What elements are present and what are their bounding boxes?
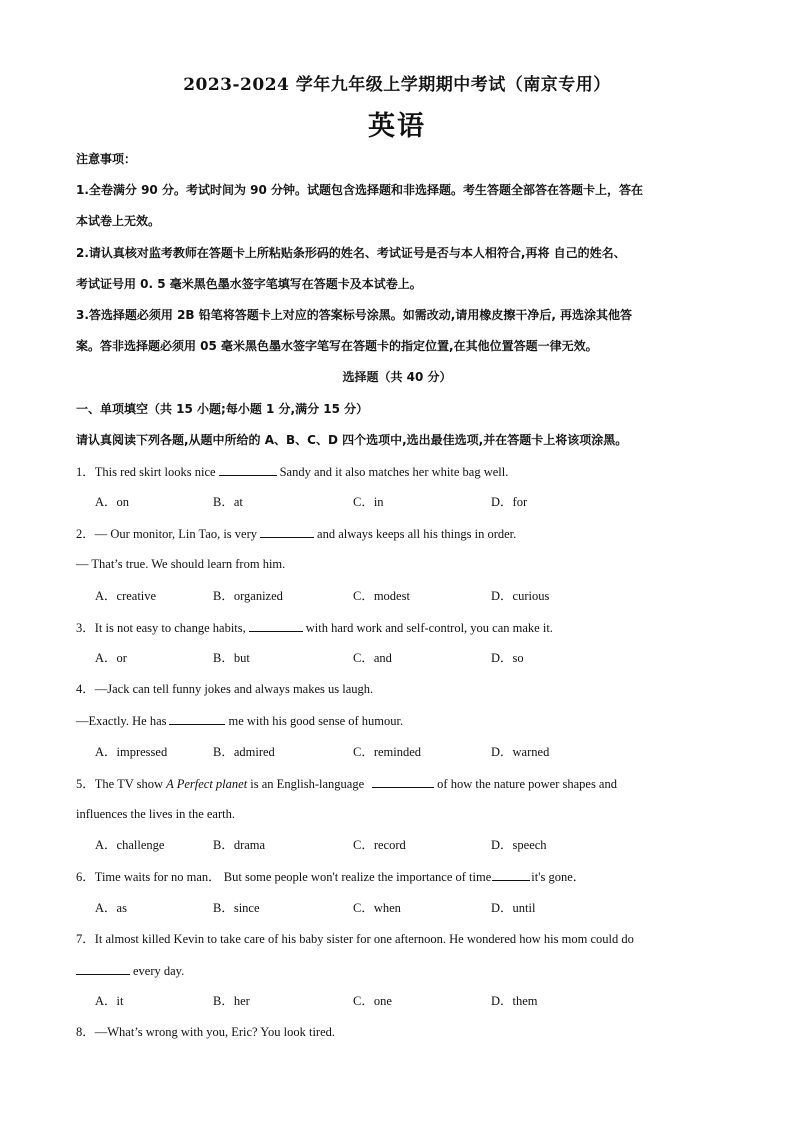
answer-blank xyxy=(372,775,434,788)
question-4-option-d: D．warned xyxy=(491,745,550,759)
question-3-option-c: C．and xyxy=(353,651,392,665)
question-1-text-post: Sandy and it also matches her white bag well. xyxy=(279,465,509,479)
question-2-option-d: D．curious xyxy=(491,589,550,603)
answer-blank xyxy=(260,525,314,538)
question-7-option-b: B．her xyxy=(213,994,250,1008)
question-7-option-a: A．it xyxy=(95,994,124,1008)
question-2-reply: — That’s true. We should learn from him. xyxy=(76,557,286,571)
question-3-option-a: A．or xyxy=(95,651,127,665)
question-1-stem xyxy=(76,463,726,480)
question-6-option-b: B．since xyxy=(213,901,260,915)
notice-item-2-line-2: 考试证号用 0. 5 毫米黑色墨水签字笔填写在答题卡及本试卷上。 xyxy=(76,277,422,291)
question-7-stem-cont xyxy=(76,962,726,979)
part-1-title: 一、单项填空（共 15 小题;每小题 1 分,满分 15 分） xyxy=(76,402,369,416)
question-4-option-a: A．impressed xyxy=(95,745,168,759)
question-2-option-c: C．modest xyxy=(353,589,410,603)
subject-title: 英语 xyxy=(368,111,426,142)
question-6-stem xyxy=(76,868,726,885)
question-8-stem: 8．—What’s wrong with you, Eric? You look tired. xyxy=(76,1025,336,1039)
question-3-option-b: B．but xyxy=(213,651,250,665)
question-5-option-a: A．challenge xyxy=(95,838,165,852)
answer-blank xyxy=(219,463,277,476)
question-6-option-a: A．as xyxy=(95,901,127,915)
question-5-text-mid: is an English-language xyxy=(250,777,365,791)
answer-blank xyxy=(76,962,130,975)
question-2-text-post: and always keeps all his things in order. xyxy=(317,527,517,541)
question-4-text-pre: —Exactly. He has xyxy=(76,714,167,728)
notice-item-1-line-2: 本试卷上无效。 xyxy=(76,214,161,228)
notice-item-3-line-2: 案。答非选择题必须用 05 毫米黑色墨水签字笔写在答题卡的指定位置,在其他位置答题一律无效。 xyxy=(76,339,598,353)
question-5-text-post: of how the nature power shapes and xyxy=(437,777,617,791)
answer-blank xyxy=(169,712,225,725)
question-2-option-b: B．organized xyxy=(213,589,283,603)
question-6-text-post: it's gone． xyxy=(531,870,586,884)
question-4-reply xyxy=(76,712,726,729)
exam-title: 2023-2024 学年九年级上学期期中考试（南京专用） xyxy=(183,75,611,95)
question-3-text-pre: 3．It is not easy to change habits, xyxy=(76,621,246,635)
question-7-option-c: C．one xyxy=(353,994,392,1008)
notice-item-1-line-1: 1.全卷满分 90 分。考试时间为 90 分钟。试题包含选择题和非选择题。考生答题全部答在答题卡上，答在 xyxy=(76,183,644,197)
question-5-option-d: D．speech xyxy=(491,838,547,852)
question-5-option-c: C．record xyxy=(353,838,406,852)
question-6-option-d: D．until xyxy=(491,901,536,915)
question-7-text-post: every day. xyxy=(133,964,185,978)
question-5-text-pre: 5．The TV show xyxy=(76,777,164,791)
question-2-stem xyxy=(76,525,726,542)
question-1-option-b: B．at xyxy=(213,495,243,509)
question-4-text-post: me with his good sense of humour. xyxy=(228,714,404,728)
question-6-option-c: C．when xyxy=(353,901,401,915)
question-5-show-title: A Perfect planet xyxy=(166,777,248,791)
question-7-stem: 7．It almost killed Kevin to take care of his baby sister for one afternoon. He wondered how his mom could do xyxy=(76,932,634,946)
question-2-text-pre: 2．— Our monitor, Lin Tao, is very xyxy=(76,527,258,541)
question-3-option-d: D．so xyxy=(491,651,524,665)
question-5-stem-cont: influences the lives in the earth. xyxy=(76,807,235,821)
choice-section-title: 选择题（共 40 分） xyxy=(342,370,452,384)
question-1-option-d: D．for xyxy=(491,495,528,509)
question-1-option-a: A．on xyxy=(95,495,130,509)
notice-item-2-line-1: 2.请认真核对监考教师在答题卡上所粘贴条形码的姓名、考试证号是否与本人相符合,再将 自己的姓名、 xyxy=(76,246,626,260)
question-1-option-c: C．in xyxy=(353,495,384,509)
question-3-text-post: with hard work and self-control, you can make it. xyxy=(305,621,553,635)
question-4-option-c: C．reminded xyxy=(353,745,422,759)
notice-item-3-line-1: 3.答选择题必须用 2B 铅笔将答题卡上对应的答案标号涂黑。如需改动,请用橡皮擦干净后, 再选涂其他答 xyxy=(76,308,633,322)
answer-blank xyxy=(249,619,303,632)
question-7-option-d: D．them xyxy=(491,994,538,1008)
question-2-option-a: A．creative xyxy=(95,589,157,603)
question-6-text-pre: 6．Time waits for no man． But some people won't realize the importance of time xyxy=(76,870,492,884)
notice-heading: 注意事项： xyxy=(76,152,137,166)
question-4-option-b: B．admired xyxy=(213,745,275,759)
question-5-option-b: B．drama xyxy=(213,838,266,852)
question-4-stem: 4．—Jack can tell funny jokes and always makes us laugh. xyxy=(76,682,374,696)
answer-blank xyxy=(492,868,530,881)
question-5-stem xyxy=(76,775,726,792)
question-3-stem xyxy=(76,619,726,636)
part-1-instruction: 请认真阅读下列各题,从题中所给的 A、B、C、D 四个选项中,选出最佳选项,并在答题卡上将该项涂黑。 xyxy=(76,433,628,447)
question-1-text-pre: 1．This red skirt looks nice xyxy=(76,465,216,479)
